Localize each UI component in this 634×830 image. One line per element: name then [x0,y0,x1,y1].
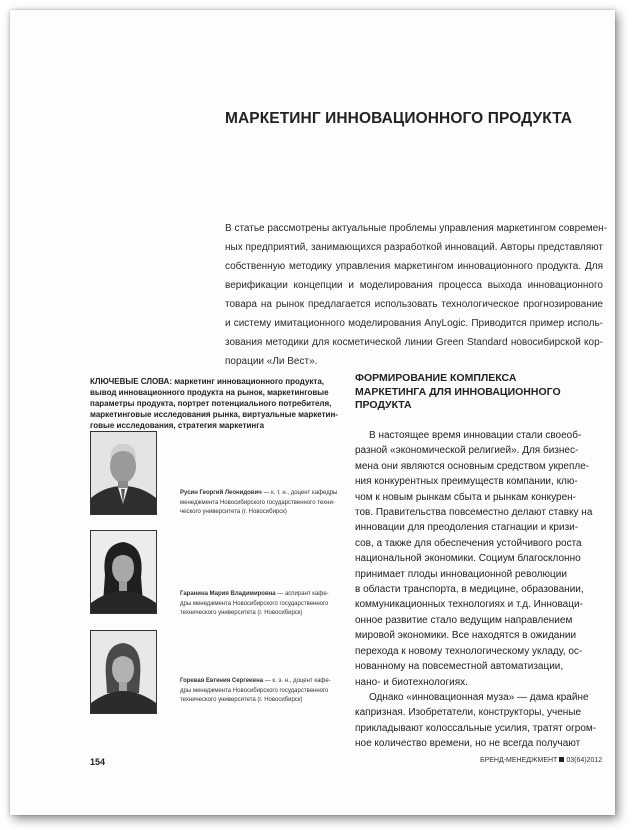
body-line: нованному на повсеместной автоматизации, [355,661,564,673]
author-title: — аспирант кафе- [275,591,329,597]
author-title: — к. э. н., доцент кафе- [263,678,331,684]
body-line: капризная. Изобретатели, конструкторы, ученые [355,707,582,719]
keywords-line: говые исследования, стратегия маркетинга [90,421,265,430]
journal-issue: 03(64)2012 [566,757,603,764]
abstract-line: товара на рынок предлагается использовать технологическое прогнозирование [225,299,603,310]
abstract-line: ных предприятий, занимающихся разработкой инноваций. Авторы представляют [225,242,603,253]
article-title: МАРКЕТИНГ ИННОВАЦИОННОГО ПРОДУКТА [225,110,573,127]
author-info-gorevaya [180,677,340,706]
body-line: Однако «инновационная муза» — дама крайне [369,691,589,703]
body-line: онное развитие стало ведущим направлением [355,614,573,626]
body-line: сов, а также для обеспечения устойчивого роста [355,537,582,549]
author-photo-garanina [90,530,157,614]
author-name: Гаранина Мария Владимировна [180,591,276,597]
body-line: коммуникационных технологиях и т.д. Инноваци- [355,599,583,611]
author-info-garanina [180,590,340,619]
body-line: прикладывают колоссальные усилия, тратят огром- [355,722,597,734]
section-heading [355,372,605,413]
author-affiliation: дры менеджмента Новосибирского государственного [180,600,329,607]
body-line: принимает плоды инновационной революции [355,568,567,580]
author-affiliation: технического университета (г. Новосибирск) [180,697,303,703]
body-line: нано- и биотехнологиях. [355,676,468,688]
author-affiliation: ческого университета (г. Новосибирск) [180,509,287,515]
abstract-line: и систему имитационного моделирования AnyLogic. Приводится пример исполь- [225,318,603,329]
section-heading-line: МАРКЕТИНГА ДЛЯ ИННОВАЦИОННОГО [355,385,561,398]
section-heading-line: ПРОДУКТА [355,399,412,411]
square-separator-icon [559,757,564,762]
journal-page [10,10,615,815]
journal-footer [480,757,602,764]
keywords-line: маркетинговые исследования рынка, виртуальные маркетин- [90,410,338,419]
abstract-line: порации «Ли Вест». [225,356,318,367]
abstract-line: верификации концепции и моделирования процесса выхода инновационного [225,280,603,291]
author-affiliation: дры менеджмента Новосибирского государственного [180,687,329,694]
body-line: В настоящее время инновации стали своеоб- [369,430,582,441]
keywords-block [90,376,340,431]
author-photo-rusin [90,431,157,515]
body-line: чом к новым рынкам сбыта и рынкам конкурен- [355,491,576,503]
body-line: тов. Правительства повсеместно делают ставку на [355,507,593,519]
author-info-rusin [180,489,340,518]
keywords-line: вывод инновационного продукта на рынок, маркетинговые [90,388,329,397]
body-line: в области транспорта, в медицине, образовании, [355,584,584,596]
author-name: Горевая Евгения Сергеевна [180,678,264,684]
body-line: национальной экономики. Социум благосклонно [355,553,581,565]
keywords-line: КЛЮЧЕВЫЕ СЛОВА: маркетинг инновационного продукта, [90,377,324,386]
keywords-line: параметры продукта, портрет потенциального потребителя, [90,399,332,408]
author-title: — к. т. н., доцент кафедры [261,490,338,496]
body-line: мировой экономики. Все находятся в ожидании [355,630,577,642]
body-line: ное количество времени, но не всегда получают [355,738,581,750]
body-line: инновации для преодоления стагнации и кризи- [355,522,579,534]
body-line: разной «экономической религией». Для бизнес- [355,445,579,457]
body-line: мена они являются основным средством укрепле- [355,460,590,472]
author-name: Русин Георгий Леонидович [180,490,262,496]
abstract-line: собственную методику управления маркетингом инновационного продукта. Для [225,261,603,272]
abstract-line: В статье рассмотрены актуальные проблемы управления маркетингом современ- [225,223,608,234]
abstract-line: зования методики для косметической линии Green Standard новосибирской кор- [225,337,603,348]
article-abstract [225,219,608,371]
author-affiliation: менеджмента Новосибирского государственного техни- [180,499,335,506]
journal-name: БРЕНД-МЕНЕДЖМЕНТ [480,757,558,764]
section-heading-line: ФОРМИРОВАНИЕ КОМПЛЕКСА [355,372,517,384]
body-line: ния конкурентных преимуществ компании, клю- [355,476,578,488]
page-number: 154 [90,757,106,767]
author-affiliation: технического университета (г. Новосибирск) [180,610,303,616]
body-text [355,428,600,752]
author-photo-gorevaya [90,630,157,714]
body-line: перехода к новому технологическому укладу, ос- [355,645,583,657]
